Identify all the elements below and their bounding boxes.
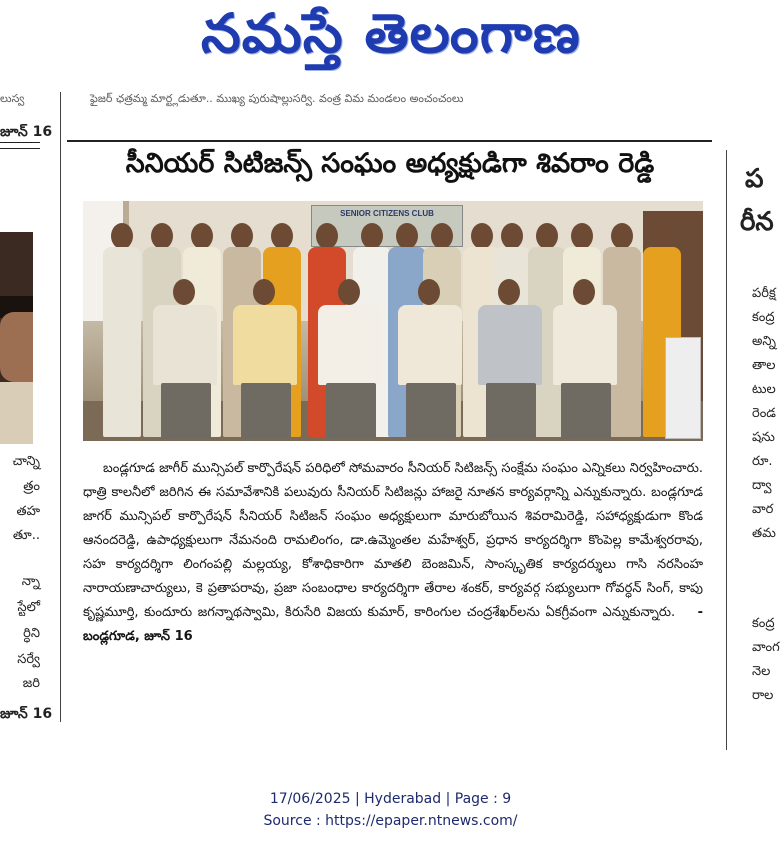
- right-column-line: పరీక్ష: [752, 286, 776, 301]
- article-headline: సీనియర్ సిటిజన్స్ సంఘం అధ్యక్షుడిగా శివరాం రెడ్డి: [125, 148, 655, 179]
- column-divider-left: [60, 92, 61, 722]
- right-column-line: షను: [752, 430, 775, 445]
- column-divider-right: [726, 150, 727, 750]
- article-dateline: -బండ్లగూడ, జూన్ 16: [83, 605, 703, 644]
- masthead: [0, 0, 781, 80]
- left-column-line: న్నా: [21, 574, 40, 589]
- right-column-line: వార: [752, 502, 774, 517]
- right-column-line: రెండ: [752, 406, 776, 421]
- left-column-line: సర్వే: [17, 652, 40, 667]
- rule-left-col: [0, 148, 40, 149]
- left-column-photo: [0, 232, 33, 444]
- left-column-line: స్టేలో: [17, 600, 40, 615]
- right-column-line: వాంగ: [752, 640, 780, 655]
- left-column-line: త్రం: [23, 479, 40, 494]
- group-photo: [83, 201, 703, 441]
- right-column-line: నెల: [752, 664, 771, 679]
- left-column-line: ర్ధిని: [23, 626, 40, 641]
- right-column-line: కంద్ర: [752, 310, 775, 325]
- page-footer: [0, 788, 781, 832]
- right-column-line: ద్వా: [752, 478, 772, 493]
- top-strip-center: ఫైజర్ ఛత్రమ్మ మార్ట్లడుతూ.. ముఖ్య పురుషాల్లుసర్వి. వంత్ర విమ మండలం అంచంచంలు: [90, 92, 464, 105]
- right-column-line: తమ: [752, 526, 776, 541]
- newspaper-title: నమస్తే తెలంగాణ: [200, 1, 581, 65]
- right-column-line: తాల: [752, 358, 776, 373]
- right-column-headline-1: ప: [745, 164, 764, 194]
- photo-banner-text: SENIOR CITIZENS CLUB: [340, 209, 434, 218]
- article-body: [83, 457, 703, 649]
- top-strip-left: లుస్వ: [0, 92, 25, 105]
- right-column-line: రాల: [752, 688, 774, 703]
- left-column-line: జరి: [22, 676, 40, 691]
- left-column-dateline: జూన్ 16: [0, 124, 53, 140]
- rule-article-top: [67, 140, 712, 142]
- right-column-line: టుల: [752, 382, 776, 397]
- article-body-text: బండ్లగూడ జాగీర్ మున్సిపల్ కార్పొరేషన్ పరిధిలో సోమవారం సీనియర్ సిటిజన్స్ సంక్షేమ సంఘం ఎన్నికలు నిర్వహించారు. ధాత్రి కాలనీలో జరిగిన ఈ సమావేశానికి పలువురు సీనియర్ సిటిజన్లు హాజరై నూతన కార్యవర్గాన్ని ఎన్నుకున్నారు. బండ్లగూడ జాగర్ మున్సిపల్ కార్పొరేషన్ సీనియర్ సిటిజన్ సంఘం అధ్యక్షులుగా మారుబోయిన శివరామిరెడ్డి, సహాధ్యక్షుడుగా కొండ ఆనందరెడ్డి, ఉపాధ్యక్షులుగా నేమనంది రామలింగం, డా.ఉమ్మెంతల మహేశ్వర్, ప్రధాన కార్యదర్శిగా కొంపెల్ల కామేశ్వరరావు, సహ కార్యదర్శిగా లింగంపల్లి మల్లయ్య, కోశాధికారిగా మాతలి బెంజమిన్, సాంస్కృతిక కార్యదర్శులు గాసి నరసింహ నారాయణాచార్యులు, కె ప్రతాపరావు, ప్రజా సంబంధాల కార్యదర్శిగా తేరాల శంకర్, కార్యవర్గ సభ్యులుగా గోవర్ధన్ సింగ్, కాపు కృష్ణమూర్తి, కుందూరు జగన్నాథస్వామి, కిరుసేరి విజయ కుమార్, కారింగుల చంద్రశేఖర్‌లను ఏకగ్రీవంగా ఎన్నుకున్నారు.: [83, 461, 703, 620]
- right-column-line: అన్ని: [752, 334, 776, 349]
- left-column-dateline-bottom: జూన్ 16: [0, 706, 53, 722]
- photo-air-conditioner: [665, 337, 701, 439]
- right-column-headline-2: రీన: [740, 207, 774, 237]
- left-column-line: తూ..: [12, 528, 40, 543]
- footer-date-page: 17/06/2025 | Hyderabad | Page : 9: [269, 791, 512, 807]
- left-column-line: చాన్ని: [12, 454, 40, 469]
- right-column-line: కంద్ర: [752, 616, 775, 631]
- right-column-line: రూ.: [752, 454, 773, 469]
- footer-source: Source : https://epaper.ntnews.com/: [263, 813, 518, 829]
- left-column-line: తహ: [16, 504, 40, 519]
